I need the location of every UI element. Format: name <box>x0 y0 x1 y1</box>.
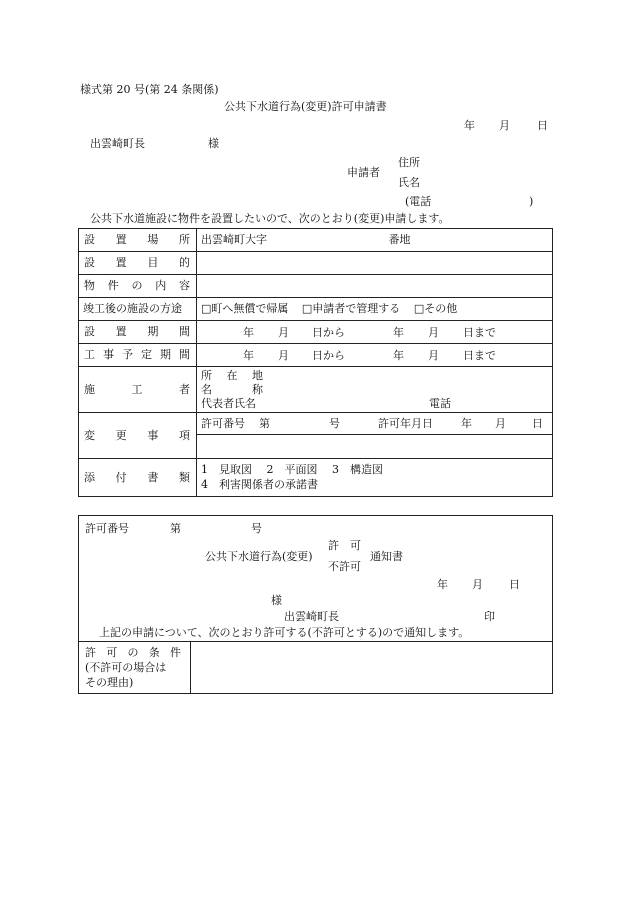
row-contractor <box>79 367 553 413</box>
construction-label: 工 事 予 定 期 間 <box>79 344 197 367</box>
permit-notice-table <box>78 515 553 694</box>
date-year: 年 <box>464 119 475 132</box>
method-option-other[interactable]: □その他 <box>413 302 458 316</box>
permit-condition-value[interactable] <box>191 642 553 694</box>
permit-notice-body <box>79 516 553 642</box>
row-period <box>79 321 553 344</box>
date-month: 月 <box>499 119 510 132</box>
permit-issuer: 出雲崎町長 <box>284 610 339 623</box>
applicant-label: 申請者 <box>347 166 380 179</box>
row-content <box>79 275 553 298</box>
location-value[interactable] <box>197 229 553 252</box>
permit-notice-cell <box>79 516 553 642</box>
addressee-honorific: 様 <box>208 137 219 150</box>
method-option-municipal[interactable]: □町へ無償で帰属 <box>201 302 289 316</box>
permit-condition-row <box>79 642 553 694</box>
permit-date-month: 月 <box>472 578 483 591</box>
method-option-applicant[interactable]: □申請者で管理する <box>301 302 401 316</box>
location-prefix: 出雲崎町大字 <box>201 233 267 247</box>
attach-value <box>197 459 553 497</box>
form-title: 公共下水道行為(変更)許可申請書 <box>224 100 387 113</box>
change-permit-date-label: 許可年月日 <box>378 417 433 430</box>
construction-value[interactable]: 年 月 日から 年 月 日まで <box>197 344 553 367</box>
period-label: 設 置 期 間 <box>79 321 197 344</box>
phone-close: ) <box>529 195 534 208</box>
permit-condition-label: 許 可 の 条 件 (不許可の場合は その理由) <box>79 642 191 694</box>
permit-option-nonpermit: 不許可 <box>328 560 361 573</box>
attach-label: 添 付 書 類 <box>79 459 197 497</box>
row-construction-period <box>79 344 553 367</box>
permit-dai: 第 <box>170 522 181 535</box>
location-label: 設 置 場 所 <box>79 229 197 252</box>
permit-number-label: 許可番号 <box>85 522 129 535</box>
permit-honorific: 様 <box>271 594 282 607</box>
method-label: 竣工後の施設の方途 <box>79 298 197 321</box>
change-permit-no-label: 許可番号 <box>201 417 245 430</box>
method-options <box>197 298 553 321</box>
permit-title-suffix: 通知書 <box>370 550 403 563</box>
content-label: 物 件 の 内 容 <box>79 275 197 298</box>
row-purpose <box>79 252 553 275</box>
permit-notice-text: 上記の申請について、次のとおり許可する(不許可とする)ので通知します。 <box>99 626 470 639</box>
addressee: 出雲崎町長 <box>90 137 145 150</box>
permit-go: 号 <box>251 522 262 535</box>
permit-date-year: 年 <box>437 578 448 591</box>
contractor-value[interactable] <box>197 367 553 413</box>
purpose-label: 設 置 目 的 <box>79 252 197 275</box>
change-label: 変 更 事 項 <box>79 413 197 459</box>
contractor-address-label: 所 在 地 <box>201 369 263 382</box>
permit-option-permit: 許 可 <box>328 539 361 552</box>
permit-seal: 印 <box>484 610 495 623</box>
contractor-label: 施 工 者 <box>79 367 197 413</box>
attach-line-2: 4 利害関係者の承諾書 <box>201 477 318 491</box>
date-day: 日 <box>537 119 548 132</box>
contractor-name-label: 名 称 <box>201 383 263 396</box>
content-value[interactable] <box>197 275 553 298</box>
contractor-phone-label: 電話 <box>429 397 451 410</box>
row-attachments <box>79 459 553 497</box>
application-table <box>78 228 553 497</box>
row-location <box>79 229 553 252</box>
permit-date-day: 日 <box>509 578 520 591</box>
row-change-1 <box>79 413 553 435</box>
change-detail-value[interactable] <box>197 435 553 459</box>
row-method <box>79 298 553 321</box>
location-suffix: 番地 <box>388 233 411 247</box>
address-label: 住所 <box>398 156 420 169</box>
contractor-rep-label: 代表者氏名 <box>201 397 256 410</box>
change-permit-info[interactable]: 許可番号 第 号 許可年月日 年 月 日 <box>197 413 553 435</box>
permit-title-prefix: 公共下水道行為(変更) <box>205 550 313 563</box>
name-label: 氏名 <box>398 176 420 189</box>
purpose-value[interactable] <box>197 252 553 275</box>
phone-label: (電話 <box>405 195 432 208</box>
form-number: 様式第 20 号(第 24 条関係) <box>80 83 219 96</box>
intro-text: 公共下水道施設に物件を設置したいので、次のとおり(変更)申請します。 <box>90 212 450 225</box>
period-value[interactable]: 年 月 日から 年 月 日まで <box>197 321 553 344</box>
attach-line-1: 1 見取図 2 平面図 3 構造図 <box>201 463 383 477</box>
